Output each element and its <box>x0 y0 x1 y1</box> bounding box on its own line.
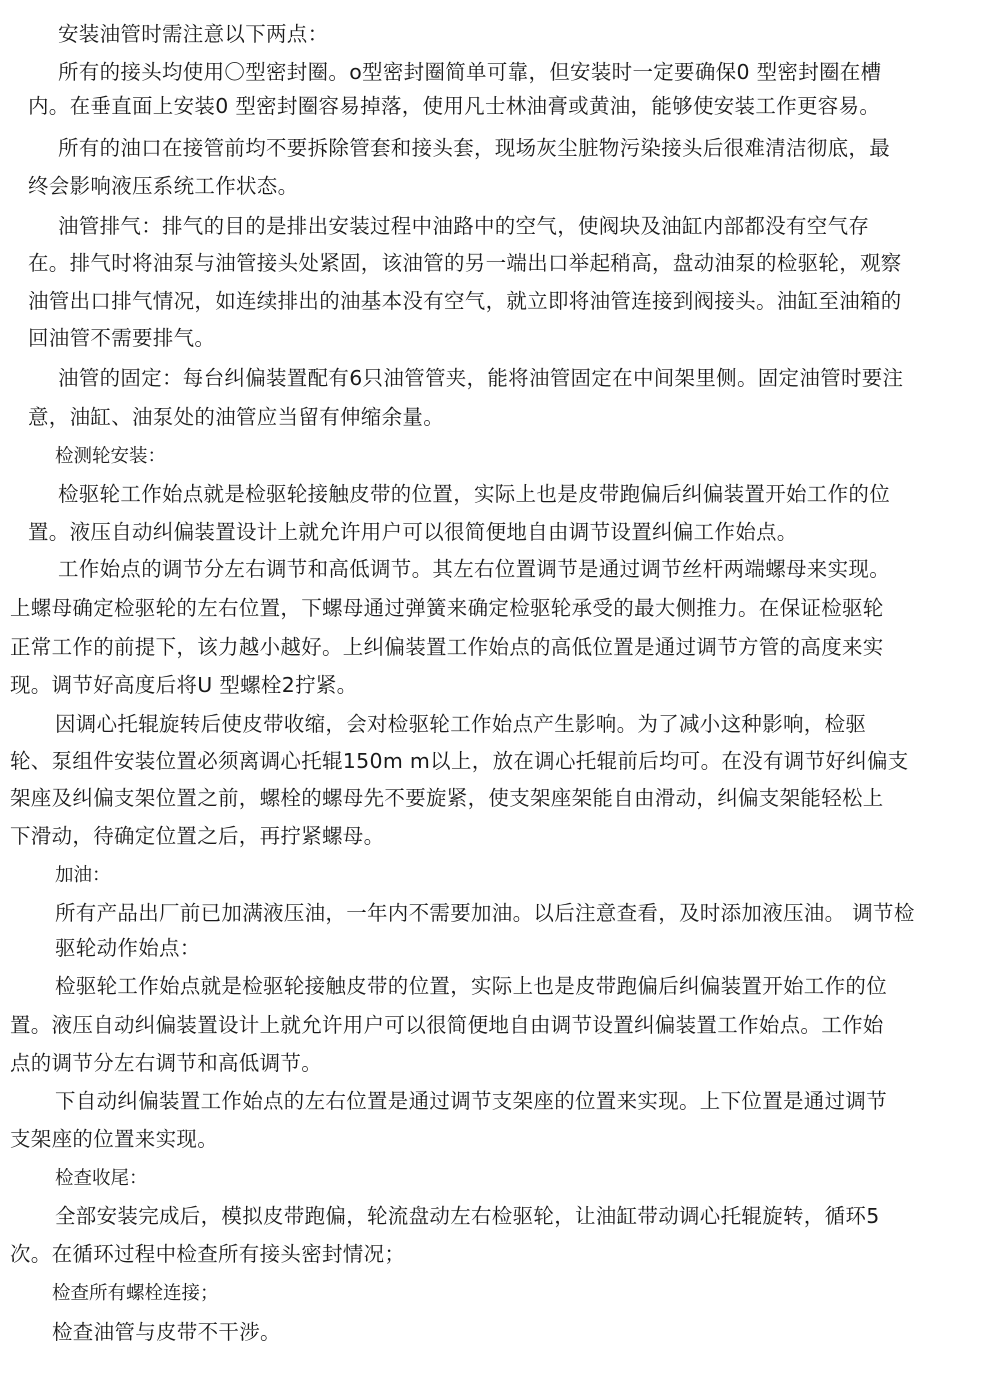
text-line: 置。液压自动纠偏装置设计上就允许用户可以很简便地自由调节设置纠偏工作始点。 <box>28 520 798 544</box>
text-line: 回油管不需要排气。 <box>28 326 216 350</box>
text-line: 现。调节好高度后将U 型螺栓2拧紧。 <box>10 673 358 697</box>
text-line: 架座及纠偏支架位置之前，螺栓的螺母先不要旋紧，使支架座架能自由滑动，纠偏支架能轻松上 <box>10 786 884 810</box>
text-line: 检驱轮工作始点就是检驱轮接触皮带的位置，实际上也是皮带跑偏后纠偏装置开始工作的位 <box>58 482 890 506</box>
text-line: 终会影响液压系统工作状态。 <box>28 174 299 198</box>
text-line: 次。在循环过程中检查所有接头密封情况； <box>10 1242 406 1266</box>
text-line: 正常工作的前提下，该力越小越好。上纠偏装置工作始点的高低位置是通过调节方管的高度来实 <box>10 635 884 659</box>
text-line: 因调心托辊旋转后使皮带收缩，会对检驱轮工作始点产生影响。为了减小这种影响，检驱 <box>55 712 867 736</box>
text-line: 所有的接头均使用〇型密封圈。o型密封圈简单可靠，但安装时一定要确保0 型密封圈在槽 <box>58 60 882 84</box>
text-line: 安装油管时需注意以下两点： <box>58 22 329 46</box>
section-heading-final-check: 检查收尾： <box>55 1168 148 1189</box>
text-line: 油管出口排气情况，如连续排出的油基本没有空气，就立即将油管连接到阀接头。油缸至油箱的 <box>28 289 902 313</box>
text-line: 支架座的位置来实现。 <box>10 1127 218 1151</box>
text-line: 检驱轮工作始点就是检驱轮接触皮带的位置，实际上也是皮带跑偏后纠偏装置开始工作的位 <box>55 974 887 998</box>
text-line: 工作始点的调节分左右调节和高低调节。其左右位置调节是通过调节丝杆两端螺母来实现。 <box>58 557 890 581</box>
text-line: 轮、泵组件安装位置必须离调心托辊150m m以上，放在调心托辊前后均可。在没有调节好纠偏支 <box>10 749 909 773</box>
text-line: 驱轮动作始点： <box>55 936 201 960</box>
text-line: 所有产品出厂前已加满液压油，一年内不需要加油。以后注意查看，及时添加液压油。 调节检 <box>55 901 915 925</box>
text-line: 置。液压自动纠偏装置设计上就允许用户可以很简便地自由调节设置纠偏装置工作始点。工作始 <box>10 1013 884 1037</box>
text-line: 油管排气：排气的目的是排出安装过程中油路中的空气，使阀块及油缸内部都没有空气存 <box>58 214 870 238</box>
text-line: 上螺母确定检驱轮的左右位置，下螺母通过弹簧来确定检驱轮承受的最大侧推力。在保证检驱轮 <box>10 596 884 620</box>
text-line: 全部安装完成后，模拟皮带跑偏，轮流盘动左右检驱轮，让油缸带动调心托辊旋转，循环5 <box>55 1204 880 1228</box>
text-line: 检查所有螺栓连接； <box>52 1283 219 1304</box>
text-line: 下滑动，待确定位置之后，再拧紧螺母。 <box>10 824 385 848</box>
text-line: 所有的油口在接管前均不要拆除管套和接头套，现场灰尘脏物污染接头后很难清洁彻底，最 <box>58 136 890 160</box>
section-heading-detection-wheel: 检测轮安装： <box>55 446 167 467</box>
text-line: 点的调节分左右调节和高低调节。 <box>10 1051 322 1075</box>
text-line: 下自动纠偏装置工作始点的左右位置是通过调节支架座的位置来实现。上下位置是通过调节 <box>55 1089 887 1113</box>
text-line: 检查油管与皮带不干涉。 <box>52 1320 281 1344</box>
text-line: 内。在垂直面上安装0 型密封圈容易掉落，使用凡士林油膏或黄油，能够使安装工作更容易。 <box>28 94 881 118</box>
section-heading-refuel: 加油： <box>55 865 111 886</box>
text-line: 意，油缸、油泵处的油管应当留有伸缩余量。 <box>28 405 444 429</box>
text-line: 油管的固定：每台纠偏装置配有6只油管管夹，能将油管固定在中间架里侧。固定油管时要注 <box>58 366 904 390</box>
text-line: 在。排气时将油泵与油管接头处紧固，该油管的另一端出口举起稍高，盘动油泵的检驱轮，观察 <box>28 251 902 275</box>
